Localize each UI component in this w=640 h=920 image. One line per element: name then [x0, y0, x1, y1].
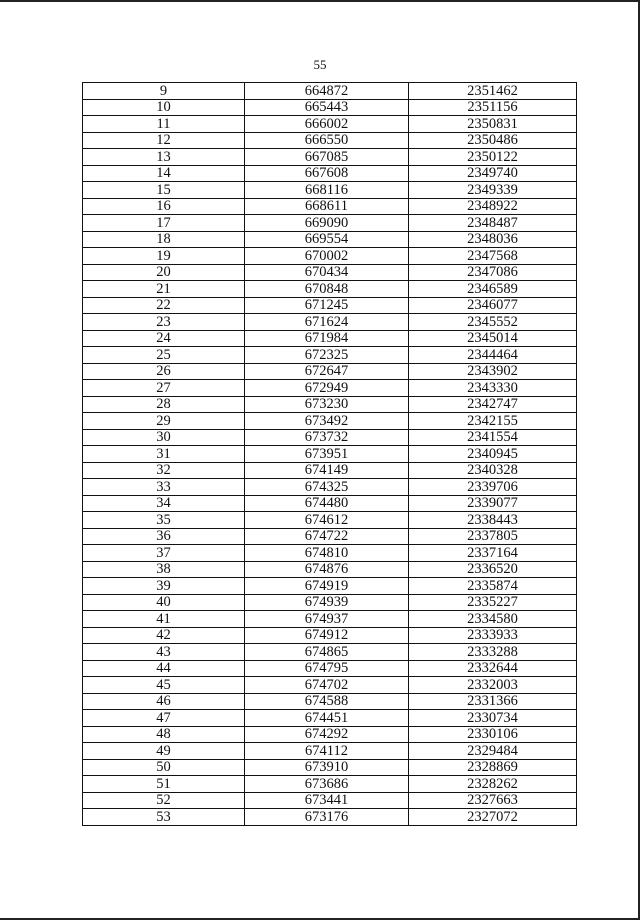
point-number-cell: 17 — [83, 215, 245, 232]
x-coordinate-cell: 666550 — [245, 132, 409, 149]
y-coordinate-cell: 2327663 — [409, 792, 577, 809]
y-coordinate-cell: 2344464 — [409, 347, 577, 364]
y-coordinate-cell: 2350486 — [409, 132, 577, 149]
x-coordinate-cell: 664872 — [245, 83, 409, 100]
table-row — [83, 413, 577, 430]
x-coordinate-cell: 666002 — [245, 116, 409, 133]
point-number-cell: 48 — [83, 726, 245, 743]
x-coordinate-cell: 670848 — [245, 281, 409, 298]
table-row — [83, 693, 577, 710]
table-row — [83, 215, 577, 232]
x-coordinate-cell: 674937 — [245, 611, 409, 628]
y-coordinate-cell: 2339077 — [409, 495, 577, 512]
table-row — [83, 182, 577, 199]
table-row — [83, 495, 577, 512]
table-row — [83, 149, 577, 166]
table-row — [83, 248, 577, 265]
y-coordinate-cell: 2348036 — [409, 231, 577, 248]
x-coordinate-cell: 671984 — [245, 330, 409, 347]
point-number-cell: 53 — [83, 809, 245, 826]
table-row — [83, 726, 577, 743]
point-number-cell: 32 — [83, 462, 245, 479]
y-coordinate-cell: 2334580 — [409, 611, 577, 628]
x-coordinate-cell: 667085 — [245, 149, 409, 166]
point-number-cell: 30 — [83, 429, 245, 446]
x-coordinate-cell: 671245 — [245, 297, 409, 314]
y-coordinate-cell: 2331366 — [409, 693, 577, 710]
table-row — [83, 396, 577, 413]
y-coordinate-cell: 2340945 — [409, 446, 577, 463]
y-coordinate-cell: 2332003 — [409, 677, 577, 694]
x-coordinate-cell: 674292 — [245, 726, 409, 743]
point-number-cell: 52 — [83, 792, 245, 809]
x-coordinate-cell: 674702 — [245, 677, 409, 694]
x-coordinate-cell: 672949 — [245, 380, 409, 397]
x-coordinate-cell: 668116 — [245, 182, 409, 199]
point-number-cell: 14 — [83, 165, 245, 182]
x-coordinate-cell: 674722 — [245, 528, 409, 545]
table-row — [83, 264, 577, 281]
y-coordinate-cell: 2335874 — [409, 578, 577, 595]
y-coordinate-cell: 2333933 — [409, 627, 577, 644]
table-row — [83, 759, 577, 776]
table-row — [83, 198, 577, 215]
table-row — [83, 231, 577, 248]
x-coordinate-cell: 674480 — [245, 495, 409, 512]
table-row — [83, 330, 577, 347]
y-coordinate-cell: 2342747 — [409, 396, 577, 413]
x-coordinate-cell: 670002 — [245, 248, 409, 265]
point-number-cell: 13 — [83, 149, 245, 166]
point-number-cell: 44 — [83, 660, 245, 677]
point-number-cell: 51 — [83, 776, 245, 793]
x-coordinate-cell: 670434 — [245, 264, 409, 281]
point-number-cell: 39 — [83, 578, 245, 595]
y-coordinate-cell: 2348922 — [409, 198, 577, 215]
table-row — [83, 776, 577, 793]
y-coordinate-cell: 2328262 — [409, 776, 577, 793]
table-row — [83, 116, 577, 133]
table-row — [83, 380, 577, 397]
y-coordinate-cell: 2330106 — [409, 726, 577, 743]
table-row — [83, 578, 577, 595]
y-coordinate-cell: 2335227 — [409, 594, 577, 611]
table-row — [83, 677, 577, 694]
table-row — [83, 660, 577, 677]
y-coordinate-cell: 2343330 — [409, 380, 577, 397]
x-coordinate-cell: 671624 — [245, 314, 409, 331]
y-coordinate-cell: 2342155 — [409, 413, 577, 430]
x-coordinate-cell: 674810 — [245, 545, 409, 562]
point-number-cell: 23 — [83, 314, 245, 331]
table-row — [83, 165, 577, 182]
x-coordinate-cell: 674588 — [245, 693, 409, 710]
table-row — [83, 297, 577, 314]
y-coordinate-cell: 2333288 — [409, 644, 577, 661]
x-coordinate-cell: 674612 — [245, 512, 409, 529]
point-number-cell: 10 — [83, 99, 245, 116]
y-coordinate-cell: 2332644 — [409, 660, 577, 677]
x-coordinate-cell: 674325 — [245, 479, 409, 496]
y-coordinate-cell: 2349740 — [409, 165, 577, 182]
x-coordinate-cell: 674451 — [245, 710, 409, 727]
table-row — [83, 594, 577, 611]
y-coordinate-cell: 2327072 — [409, 809, 577, 826]
coordinates-table — [82, 82, 577, 826]
table-row — [83, 429, 577, 446]
point-number-cell: 21 — [83, 281, 245, 298]
table-row — [83, 512, 577, 529]
point-number-cell: 29 — [83, 413, 245, 430]
y-coordinate-cell: 2340328 — [409, 462, 577, 479]
table-row — [83, 644, 577, 661]
x-coordinate-cell: 674939 — [245, 594, 409, 611]
point-number-cell: 33 — [83, 479, 245, 496]
x-coordinate-cell: 674112 — [245, 743, 409, 760]
x-coordinate-cell: 672325 — [245, 347, 409, 364]
x-coordinate-cell: 669554 — [245, 231, 409, 248]
point-number-cell: 16 — [83, 198, 245, 215]
y-coordinate-cell: 2337164 — [409, 545, 577, 562]
point-number-cell: 31 — [83, 446, 245, 463]
point-number-cell: 15 — [83, 182, 245, 199]
table-row — [83, 627, 577, 644]
table-row — [83, 314, 577, 331]
x-coordinate-cell: 665443 — [245, 99, 409, 116]
x-coordinate-cell: 667608 — [245, 165, 409, 182]
x-coordinate-cell: 668611 — [245, 198, 409, 215]
x-coordinate-cell: 669090 — [245, 215, 409, 232]
point-number-cell: 37 — [83, 545, 245, 562]
point-number-cell: 9 — [83, 83, 245, 100]
y-coordinate-cell: 2351156 — [409, 99, 577, 116]
y-coordinate-cell: 2346589 — [409, 281, 577, 298]
x-coordinate-cell: 672647 — [245, 363, 409, 380]
point-number-cell: 49 — [83, 743, 245, 760]
y-coordinate-cell: 2350122 — [409, 149, 577, 166]
y-coordinate-cell: 2350831 — [409, 116, 577, 133]
point-number-cell: 35 — [83, 512, 245, 529]
y-coordinate-cell: 2341554 — [409, 429, 577, 446]
x-coordinate-cell: 674919 — [245, 578, 409, 595]
page-border-top — [0, 0, 640, 2]
point-number-cell: 27 — [83, 380, 245, 397]
x-coordinate-cell: 673910 — [245, 759, 409, 776]
coordinates-table-body — [83, 83, 577, 826]
point-number-cell: 43 — [83, 644, 245, 661]
x-coordinate-cell: 673492 — [245, 413, 409, 430]
y-coordinate-cell: 2347086 — [409, 264, 577, 281]
x-coordinate-cell: 674912 — [245, 627, 409, 644]
x-coordinate-cell: 674876 — [245, 561, 409, 578]
point-number-cell: 18 — [83, 231, 245, 248]
table-row — [83, 479, 577, 496]
table-row — [83, 99, 577, 116]
x-coordinate-cell: 673686 — [245, 776, 409, 793]
table-row — [83, 347, 577, 364]
point-number-cell: 12 — [83, 132, 245, 149]
x-coordinate-cell: 674865 — [245, 644, 409, 661]
table-row — [83, 710, 577, 727]
point-number-cell: 26 — [83, 363, 245, 380]
point-number-cell: 34 — [83, 495, 245, 512]
point-number-cell: 41 — [83, 611, 245, 628]
y-coordinate-cell: 2345014 — [409, 330, 577, 347]
y-coordinate-cell: 2337805 — [409, 528, 577, 545]
point-number-cell: 22 — [83, 297, 245, 314]
y-coordinate-cell: 2347568 — [409, 248, 577, 265]
x-coordinate-cell: 673732 — [245, 429, 409, 446]
point-number-cell: 25 — [83, 347, 245, 364]
x-coordinate-cell: 673441 — [245, 792, 409, 809]
table-row — [83, 446, 577, 463]
table-row — [83, 132, 577, 149]
point-number-cell: 46 — [83, 693, 245, 710]
point-number-cell: 11 — [83, 116, 245, 133]
point-number-cell: 42 — [83, 627, 245, 644]
x-coordinate-cell: 674149 — [245, 462, 409, 479]
y-coordinate-cell: 2346077 — [409, 297, 577, 314]
x-coordinate-cell: 673230 — [245, 396, 409, 413]
point-number-cell: 20 — [83, 264, 245, 281]
y-coordinate-cell: 2338443 — [409, 512, 577, 529]
table-row — [83, 792, 577, 809]
table-row — [83, 809, 577, 826]
y-coordinate-cell: 2348487 — [409, 215, 577, 232]
y-coordinate-cell: 2345552 — [409, 314, 577, 331]
y-coordinate-cell: 2328869 — [409, 759, 577, 776]
table-row — [83, 281, 577, 298]
table-row — [83, 363, 577, 380]
table-row — [83, 611, 577, 628]
page-number: 55 — [313, 57, 327, 72]
y-coordinate-cell: 2351462 — [409, 83, 577, 100]
point-number-cell: 19 — [83, 248, 245, 265]
point-number-cell: 36 — [83, 528, 245, 545]
table-row — [83, 545, 577, 562]
x-coordinate-cell: 673176 — [245, 809, 409, 826]
point-number-cell: 40 — [83, 594, 245, 611]
point-number-cell: 24 — [83, 330, 245, 347]
table-row — [83, 528, 577, 545]
y-coordinate-cell: 2336520 — [409, 561, 577, 578]
y-coordinate-cell: 2343902 — [409, 363, 577, 380]
table-row — [83, 743, 577, 760]
table-row — [83, 462, 577, 479]
y-coordinate-cell: 2330734 — [409, 710, 577, 727]
point-number-cell: 28 — [83, 396, 245, 413]
point-number-cell: 50 — [83, 759, 245, 776]
y-coordinate-cell: 2349339 — [409, 182, 577, 199]
x-coordinate-cell: 674795 — [245, 660, 409, 677]
table-row — [83, 83, 577, 100]
y-coordinate-cell: 2339706 — [409, 479, 577, 496]
x-coordinate-cell: 673951 — [245, 446, 409, 463]
y-coordinate-cell: 2329484 — [409, 743, 577, 760]
point-number-cell: 45 — [83, 677, 245, 694]
table-row — [83, 561, 577, 578]
point-number-cell: 47 — [83, 710, 245, 727]
point-number-cell: 38 — [83, 561, 245, 578]
